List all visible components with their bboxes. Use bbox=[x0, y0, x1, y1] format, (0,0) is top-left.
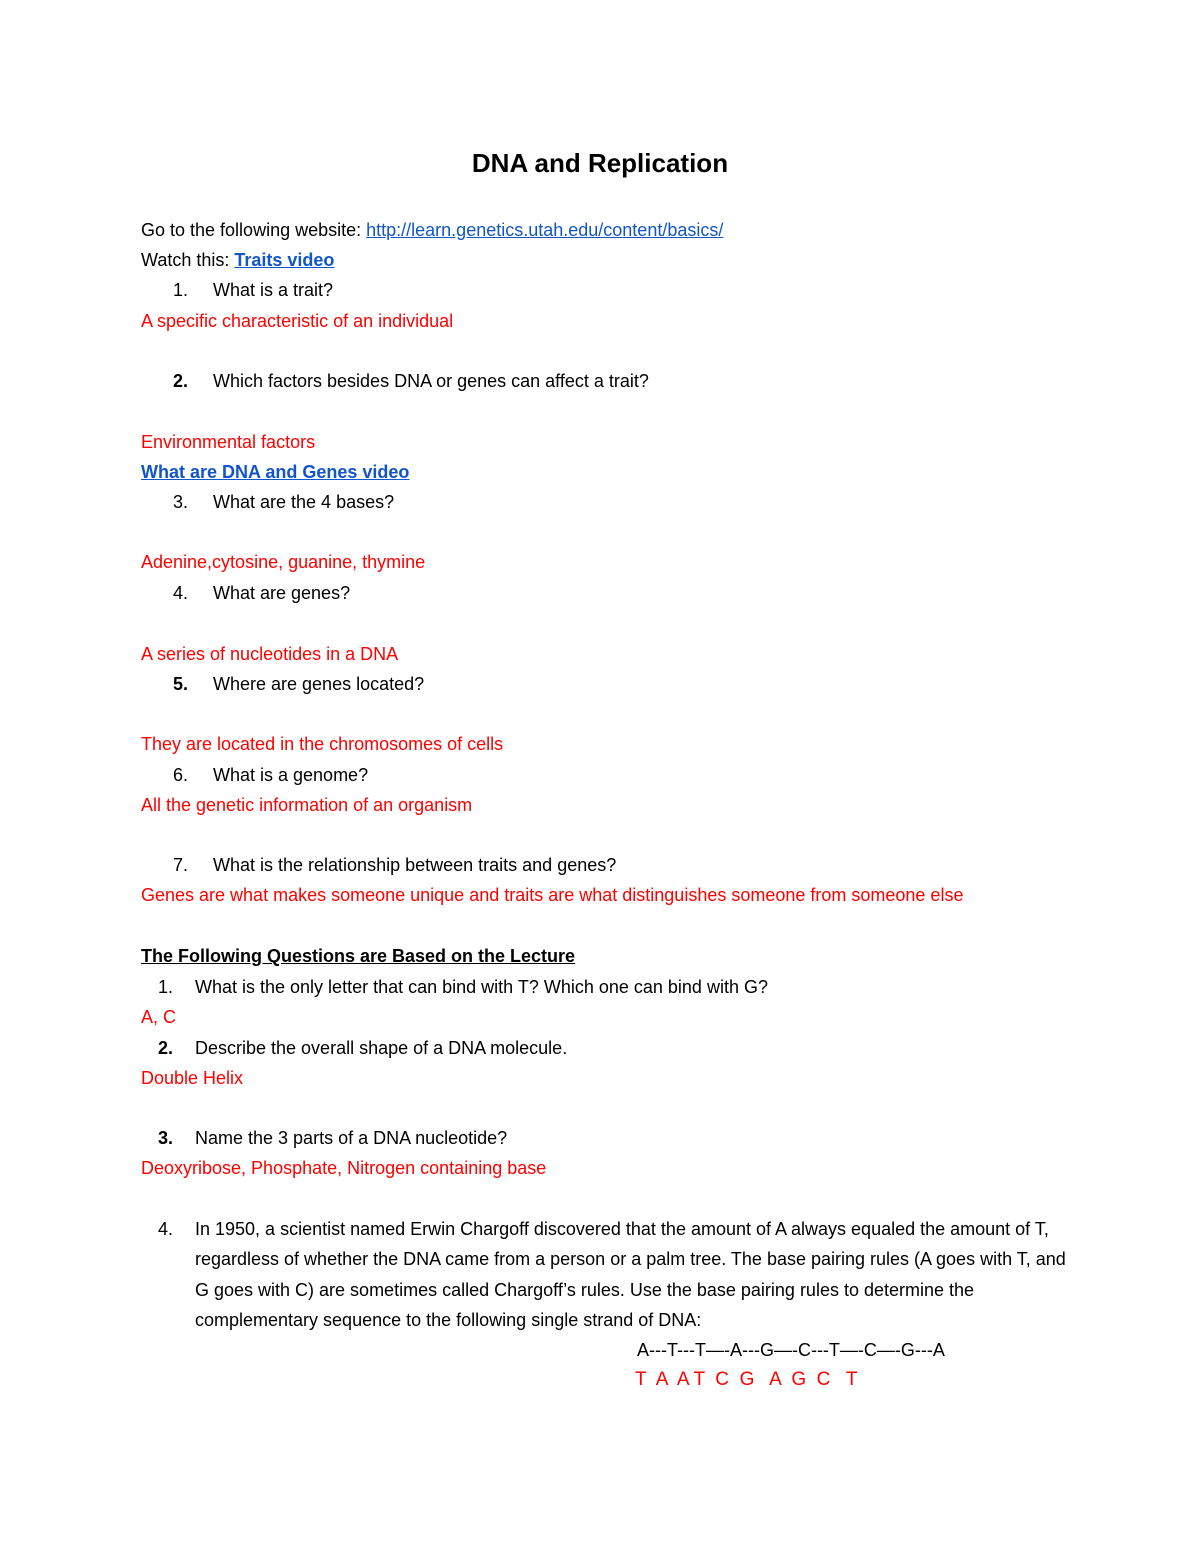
dna-complement-answer: T A A T C G A G C T bbox=[635, 1369, 858, 1390]
question-text: What is the relationship between traits and genes? bbox=[213, 855, 617, 875]
website-link[interactable]: http://learn.genetics.utah.edu/content/basics/ bbox=[366, 220, 724, 240]
question-number: 3. bbox=[158, 1128, 174, 1148]
website-line bbox=[141, 218, 723, 242]
question-text: Where are genes located? bbox=[213, 674, 425, 694]
question-text: Which factors besides DNA or genes can affect a trait? bbox=[213, 371, 649, 391]
answer-text: Adenine,cytosine, guanine, thymine bbox=[141, 552, 426, 572]
website-label: Go to the following website: bbox=[141, 220, 367, 240]
question-number: 7. bbox=[173, 855, 189, 875]
question-text: What is a trait? bbox=[213, 280, 334, 300]
question-number: 6. bbox=[173, 765, 189, 785]
answer-text: A series of nucleotides in a DNA bbox=[141, 644, 399, 664]
dna-strand: A---T---T—-A---G—-C---T—-C—-G---A bbox=[637, 1340, 945, 1360]
question-text: Describe the overall shape of a DNA molecule. bbox=[195, 1038, 568, 1058]
question-number: 4. bbox=[158, 1219, 174, 1239]
answer-text: All the genetic information of an organism bbox=[141, 795, 473, 815]
answer-text: Deoxyribose, Phosphate, Nitrogen containing base bbox=[141, 1158, 547, 1178]
question-text: What is a genome? bbox=[213, 765, 369, 785]
answer-text: Genes are what makes someone unique and traits are what distinguishes someone from someone else bbox=[141, 885, 964, 905]
section-heading: The Following Questions are Based on the Lecture bbox=[141, 946, 576, 966]
watch-line bbox=[141, 248, 334, 272]
question-number: 1. bbox=[158, 977, 174, 997]
question-text: What is the only letter that can bind with T? Which one can bind with G? bbox=[195, 977, 768, 997]
traits-video-link[interactable]: Traits video bbox=[234, 250, 335, 270]
answer-text: A specific characteristic of an individual bbox=[141, 311, 454, 331]
answer-text: A, C bbox=[141, 1007, 177, 1027]
question-number: 3. bbox=[173, 492, 189, 512]
answer-text: Double Helix bbox=[141, 1068, 244, 1088]
page-title: DNA and Replication bbox=[471, 148, 729, 178]
watch-label: Watch this: bbox=[141, 250, 235, 270]
question-paragraph: In 1950, a scientist named Erwin Chargoff discovered that the amount of A always equaled the amount of T, regardless of whether the DNA came from a person or a palm tree. The base pairing rules (A goes with T, and G goes with C) are sometimes called Chargoff’s rules. Use the base pairing rules to determine the complementary sequence to the following single strand of DNA: bbox=[195, 1219, 1066, 1330]
question-text: What are genes? bbox=[213, 583, 351, 603]
question-text: Name the 3 parts of a DNA nucleotide? bbox=[195, 1128, 508, 1148]
question-number: 5. bbox=[173, 674, 189, 694]
question-number: 1. bbox=[173, 280, 189, 300]
question-number: 2. bbox=[173, 371, 189, 391]
question-number: 4. bbox=[173, 583, 189, 603]
question-text: What are the 4 bases? bbox=[213, 492, 395, 512]
answer-text: They are located in the chromosomes of cells bbox=[141, 734, 504, 754]
answer-text: Environmental factors bbox=[141, 432, 316, 452]
question-number: 2. bbox=[158, 1038, 174, 1058]
dna-genes-video-link[interactable]: What are DNA and Genes video bbox=[141, 462, 410, 482]
